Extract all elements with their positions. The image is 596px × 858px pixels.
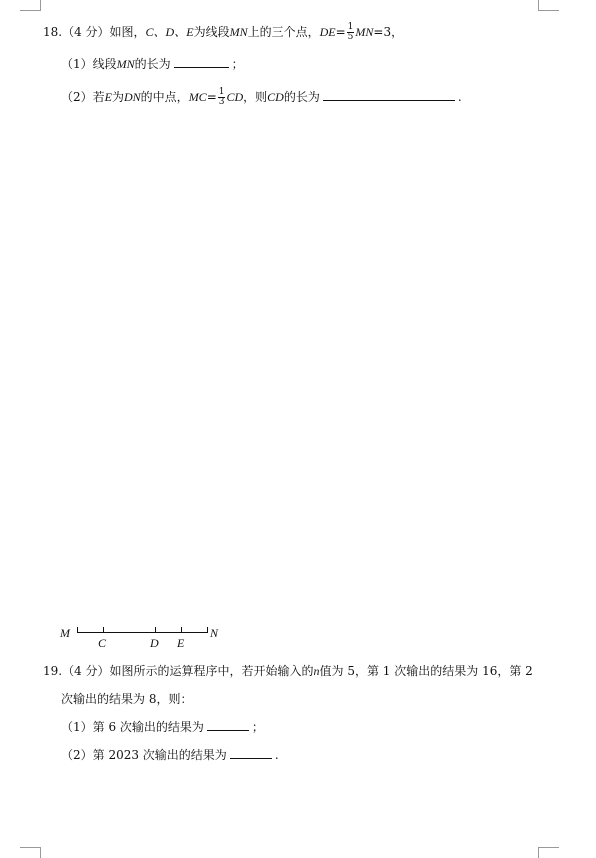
q18-stem: 18.（4 分）如图，C、D、E为线段MN上的三个点，DE= $\frac{1}{5}$ MN=3， — [43, 22, 404, 42]
q19-stem-line1: 19.（4 分）如图所示的运算程序中，若开始输入的n值为 5，第 1 次输出的结果为 16，第 2 — [43, 664, 533, 678]
tick-c — [103, 627, 104, 633]
corner-mark-bottom-left — [20, 847, 41, 858]
q19-part1: （1）第 6 次输出的结果为 ； — [61, 720, 264, 734]
corner-mark-top-left — [20, 0, 41, 11]
tick-e — [181, 627, 182, 633]
q18-part1: （1）线段MN的长为 ； — [61, 57, 244, 71]
answer-blank-q18-1[interactable] — [174, 66, 229, 68]
q19-stem-line2: 次输出的结果为 8，则： — [61, 692, 193, 706]
tick-d — [155, 627, 156, 633]
answer-blank-q18-2[interactable] — [323, 99, 455, 101]
tick-n — [207, 627, 208, 633]
answer-blank-q19-2[interactable] — [230, 757, 272, 759]
q19-part2: （2）第 2023 次输出的结果为 . — [61, 748, 279, 762]
corner-mark-bottom-right — [538, 847, 559, 858]
fraction-one-fifth: $\frac{1}{5}$ — [347, 22, 354, 42]
answer-blank-q19-1[interactable] — [207, 729, 249, 731]
label-m: M — [60, 626, 70, 640]
q18-part2: （2）若E为DN的中点，MC= $\frac{1}{3}$ CD，则CD的长为 . — [61, 87, 462, 107]
label-e: E — [177, 636, 185, 650]
segment-mn-line — [77, 632, 207, 633]
fraction-one-third: $\frac{1}{3}$ — [218, 87, 225, 107]
label-n: N — [210, 626, 219, 640]
corner-mark-top-right — [538, 0, 559, 11]
tick-m — [77, 627, 78, 633]
label-d: D — [150, 636, 159, 650]
label-c: C — [98, 636, 107, 650]
